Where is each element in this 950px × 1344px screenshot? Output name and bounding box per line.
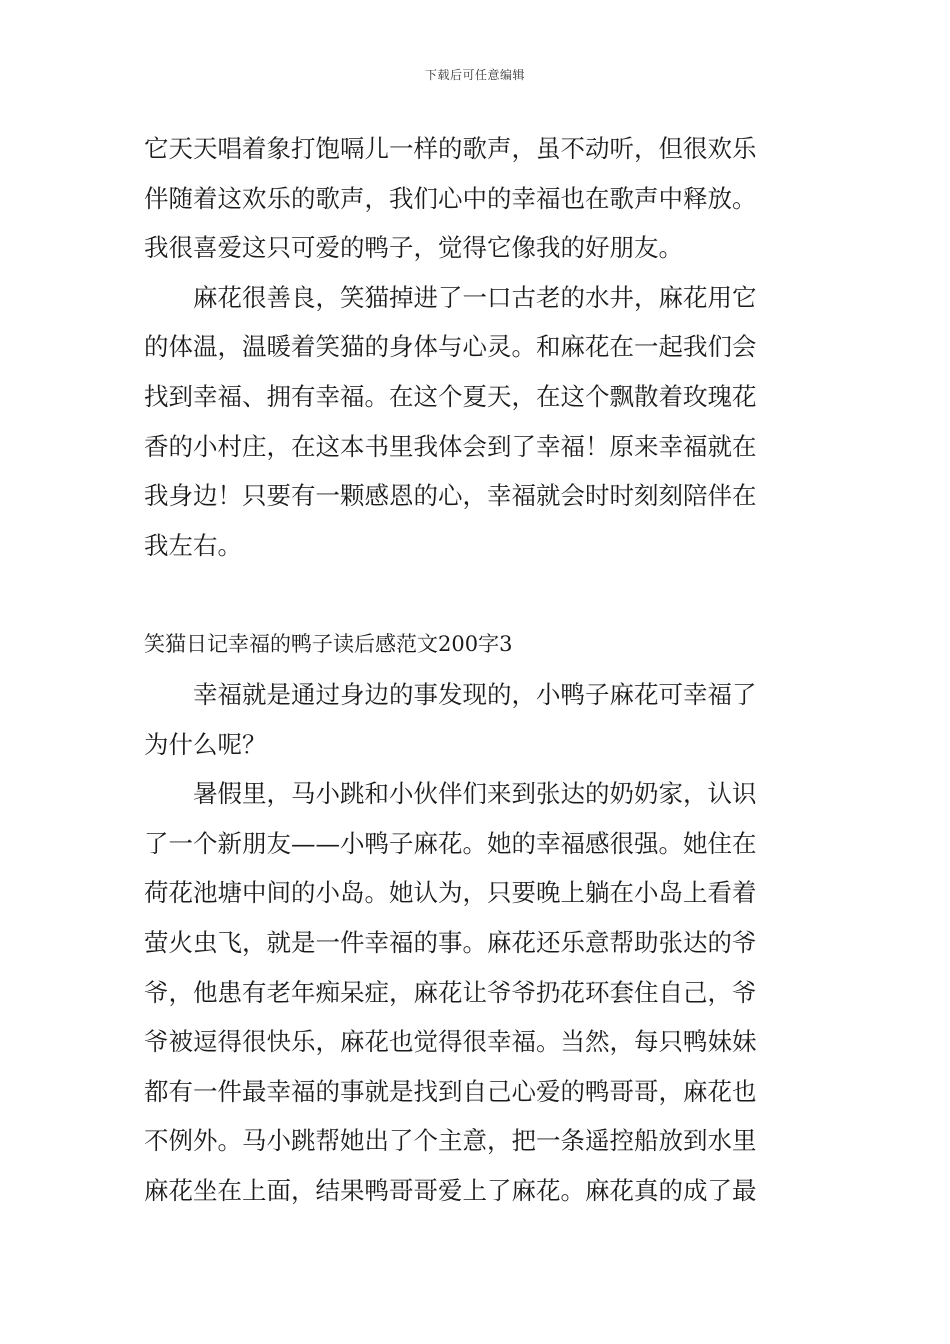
text-line: 了一个新朋友——小鸭子麻花。她的幸福感很强。她住在	[144, 828, 757, 858]
text-line: 我左右。	[144, 530, 242, 560]
text-line: 爷被逗得很快乐，麻花也觉得很幸福。当然，每只鸭妹妹	[144, 1027, 757, 1057]
text-line: 暑假里，马小跳和小伙伴们来到张达的奶奶家，认识	[193, 779, 757, 809]
text-line: 我很喜爱这只可爱的鸭子，觉得它像我的好朋友。	[144, 233, 683, 263]
paragraph-3	[144, 670, 808, 769]
paragraph-1	[144, 124, 808, 273]
text-line: 为什么呢？	[144, 729, 267, 759]
text-line: 香的小村庄，在这本书里我体会到了幸福！原来幸福就在	[144, 431, 757, 461]
section-title: 笑猫日记幸福的鸭子读后感范文200字3	[144, 632, 513, 657]
text-line: 的体温，温暖着笑猫的身体与心灵。和麻花在一起我们会	[144, 332, 757, 362]
text-line: 我身边！只要有一颗感恩的心，幸福就会时时刻刻陪伴在	[144, 481, 757, 511]
paragraph-2	[144, 273, 808, 571]
text-line: 麻花坐在上面，结果鸭哥哥爱上了麻花。麻花真的成了最	[144, 1175, 757, 1205]
text-line: 不例外。马小跳帮她出了个主意，把一条遥控船放到水里	[144, 1126, 757, 1156]
text-line: 伴随着这欢乐的歌声，我们心中的幸福也在歌声中释放。	[144, 183, 757, 213]
text-line: 找到幸福、拥有幸福。在这个夏天，在这个飘散着玫瑰花	[144, 381, 757, 411]
text-line: 幸福就是通过身边的事发现的，小鸭子麻花可幸福了	[193, 679, 757, 709]
paragraph-4	[144, 769, 808, 1215]
text-line: 荷花池塘中间的小岛。她认为，只要晚上躺在小岛上看着	[144, 878, 757, 908]
paragraph-spacer	[144, 570, 808, 620]
text-line: 它天天唱着象打饱嗝儿一样的歌声，虽不动听，但很欢乐	[144, 134, 757, 163]
text-line: 都有一件最幸福的事就是找到自己心爱的鸭哥哥，麻花也	[144, 1076, 757, 1106]
text-line: 麻花很善良，笑猫掉进了一口古老的水井，麻花用它	[193, 282, 757, 312]
page-header: 下载后可任意编辑	[424, 68, 525, 82]
text-line: 爷，他患有老年痴呆症，麻花让爷爷扔花环套住自己，爷	[144, 977, 757, 1007]
text-line: 萤火虫飞，就是一件幸福的事。麻花还乐意帮助张达的爷	[144, 927, 757, 957]
document-body	[144, 124, 808, 1215]
